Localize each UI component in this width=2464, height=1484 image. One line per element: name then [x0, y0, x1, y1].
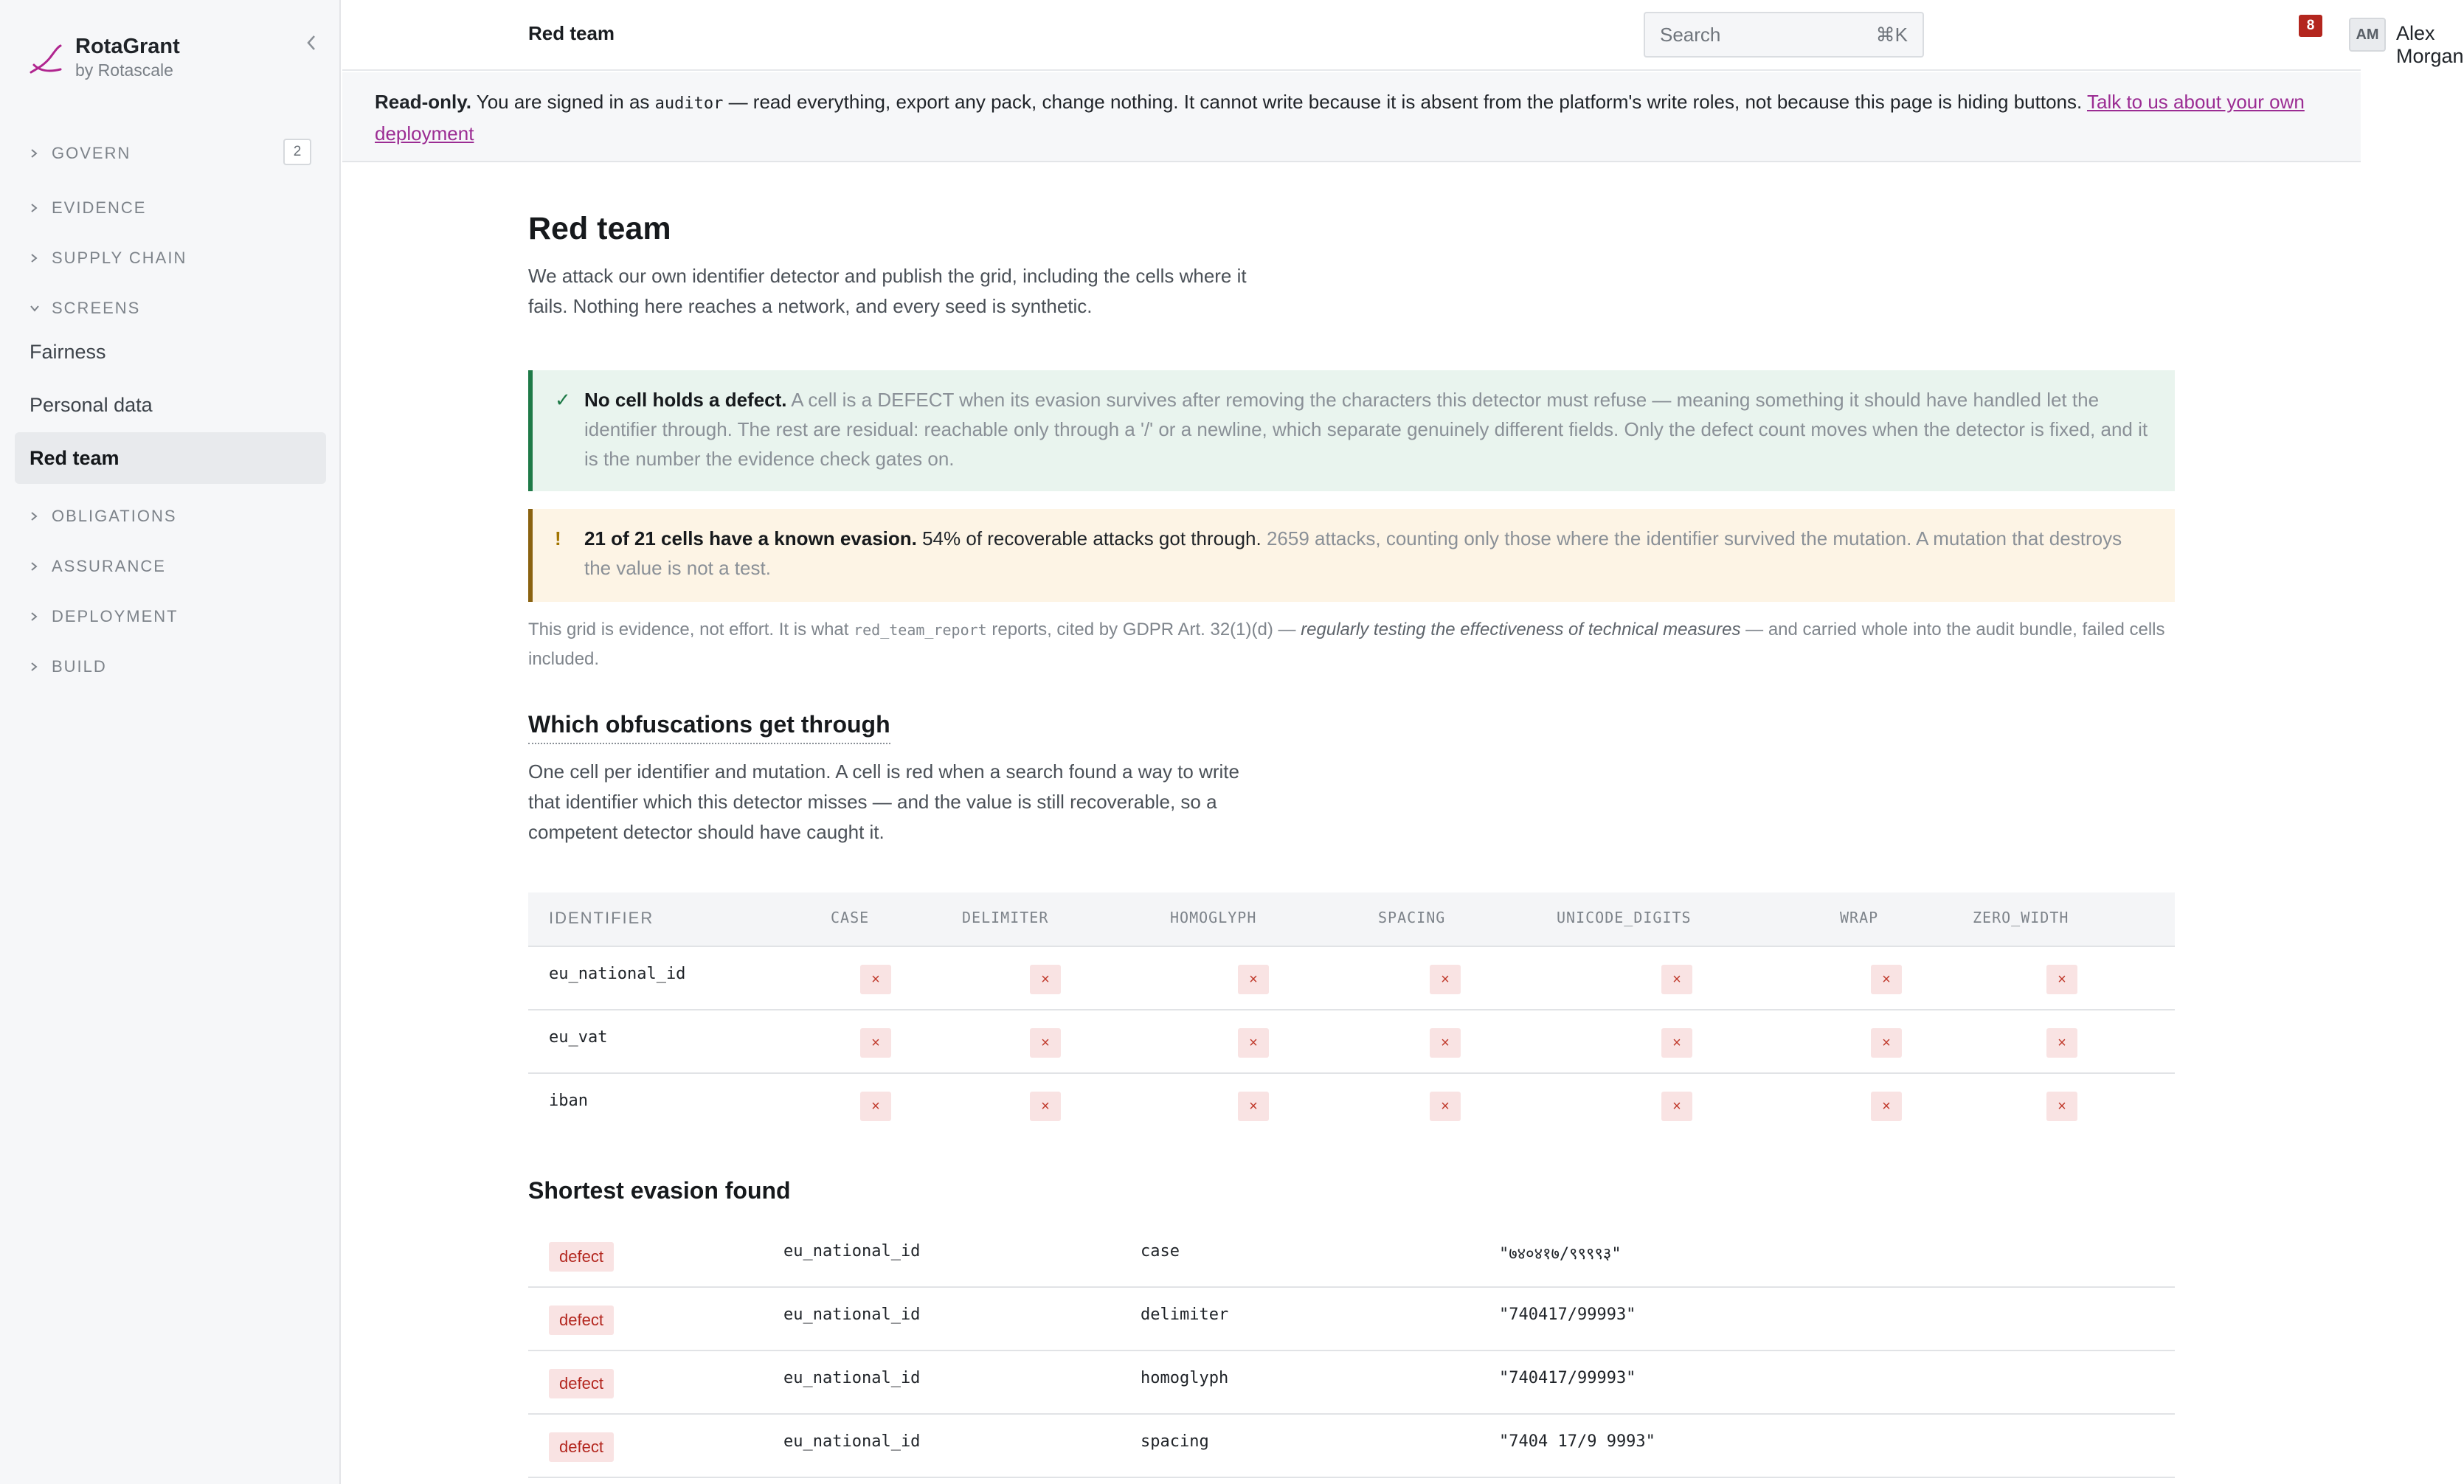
note-text: — and carried whole into the audit bundle, failed cells included. [528, 620, 2165, 669]
chevron-right-icon [30, 203, 43, 213]
status-badge: defect [549, 1432, 614, 1462]
notification-count-badge[interactable]: 8 [2299, 15, 2322, 37]
callout-text: A cell is a DEFECT when its evasion survives after removing the characters this detector must refuse — meaning something it should have handled let the identifier through. The rest are residual: reachable only through a '/' or a newline, which separate genuinely different fields. Only the defect count moves when the detector is fixed, and it is the number the evidence check gates on. [584, 389, 2148, 470]
mutation-name: case [1141, 1242, 1180, 1261]
nav-group-label: SUPPLY CHAIN [52, 249, 187, 267]
evasion-cell[interactable]: × [2046, 965, 2077, 994]
column-header: WRAP [1840, 909, 1879, 926]
note-quote: regularly testing the effectiveness of technical measures [1301, 620, 1741, 639]
nav-group-build[interactable] [30, 652, 311, 682]
evasion-cell[interactable]: × [860, 965, 891, 994]
status-badge: defect [549, 1369, 614, 1398]
evasion-value: "740417/99993" [1499, 1369, 1636, 1387]
column-header: HOMOGLYPH [1170, 909, 1257, 926]
search-input[interactable] [1644, 12, 1924, 58]
banner-text: You are signed in as [471, 91, 655, 113]
identifier-name: eu_national_id [783, 1306, 921, 1324]
chevron-left-icon [305, 34, 317, 52]
check-icon: ✓ [555, 389, 571, 411]
identifier-name: eu_national_id [783, 1432, 921, 1451]
evasion-cell[interactable]: × [1871, 965, 1902, 994]
grid-header-row [528, 892, 2175, 947]
evasion-cell[interactable]: × [1430, 1028, 1461, 1058]
identifier-name: eu_national_id [783, 1242, 921, 1261]
nav-group-govern[interactable] [30, 139, 311, 168]
avatar[interactable]: AM [2349, 18, 2386, 52]
evasion-row [528, 1415, 2175, 1478]
mutation-name: spacing [1141, 1432, 1209, 1451]
topbar [342, 0, 2464, 71]
evasion-cell[interactable]: × [860, 1028, 891, 1058]
status-badge: defect [549, 1306, 614, 1335]
callout-strong: 21 of 21 cells have a known evasion. [584, 527, 917, 549]
nav-group-evidence[interactable] [30, 193, 311, 223]
chevron-right-icon [30, 253, 43, 263]
callout-text: 54% of recoverable attacks got through. [916, 527, 1262, 549]
evasion-warning-callout [528, 509, 2175, 602]
evasion-value: "७४०४१७/९९९९३" [1499, 1245, 1622, 1263]
evasion-cell[interactable]: × [1030, 1028, 1061, 1058]
evasion-cell[interactable]: × [1238, 1092, 1269, 1121]
role-code: auditor [654, 94, 724, 113]
evasion-row [528, 1224, 2175, 1288]
column-header: ZERO_WIDTH [1973, 909, 2069, 926]
evasion-cell[interactable]: × [1871, 1028, 1902, 1058]
evidence-note [528, 615, 2175, 674]
grid-row [528, 1010, 2175, 1074]
evasion-cell[interactable]: × [2046, 1092, 2077, 1121]
evasion-cell[interactable]: × [1430, 965, 1461, 994]
brand-name: RotaGrant [75, 35, 180, 58]
evasion-cell[interactable]: × [1030, 1092, 1061, 1121]
evasion-cell[interactable]: × [1871, 1092, 1902, 1121]
rotagrant-logo-icon [28, 43, 65, 77]
nav-group-label: EVIDENCE [52, 198, 147, 217]
banner-strong: Read-only. [375, 91, 471, 113]
sidebar-item-personal-data[interactable]: Personal data [30, 393, 153, 416]
brand-subtitle: by Rotascale [75, 60, 173, 80]
evasion-heading: Shortest evasion found [528, 1177, 791, 1204]
contact-deployment-link[interactable]: Talk to us about your own deployment [375, 91, 2305, 145]
page-lead: We attack our own identifier detector and publish the grid, including the cells where it fails. Nothing here reaches a network, and every seed is synthetic. [528, 265, 1247, 317]
nav-group-label: ASSURANCE [52, 557, 166, 575]
nav-group-label: GOVERN [52, 144, 131, 162]
chevron-right-icon [30, 561, 43, 572]
identifier-name: eu_national_id [549, 965, 686, 983]
column-header: CASE [831, 909, 870, 926]
evasion-cell[interactable]: × [2046, 1028, 2077, 1058]
evasion-cell[interactable]: × [1238, 1028, 1269, 1058]
evasion-row [528, 1288, 2175, 1351]
search-placeholder: Search [1660, 23, 1721, 46]
nav-group-label: SCREENS [52, 299, 141, 317]
chevron-right-icon [30, 611, 43, 622]
evasion-cell[interactable]: × [1030, 965, 1061, 994]
callout-strong: No cell holds a defect. [584, 389, 787, 411]
nav-group-deployment[interactable] [30, 602, 311, 631]
evasion-list [528, 1224, 2175, 1478]
evasion-cell[interactable]: × [1661, 1092, 1692, 1121]
nav-count-badge: 2 [283, 139, 311, 165]
evasion-row [528, 1351, 2175, 1415]
page-title: Red team [528, 211, 671, 246]
evasion-cell[interactable]: × [1661, 965, 1692, 994]
nav-group-label: DEPLOYMENT [52, 607, 179, 625]
chevron-right-icon [30, 662, 43, 672]
evasion-value: "740417/99993" [1499, 1306, 1636, 1324]
brand[interactable] [28, 34, 180, 81]
nav-group-label: OBLIGATIONS [52, 507, 177, 525]
banner-text: — read everything, export any pack, change nothing. It cannot write because it is absent from the platform's write roles, not because this page is hiding buttons. [723, 91, 2087, 113]
column-header: DELIMITER [962, 909, 1049, 926]
keyboard-shortcut-hint: ⌘K [1875, 23, 1908, 46]
sidebar [0, 0, 341, 1484]
nav-group-obligations[interactable] [30, 502, 311, 531]
nav-group-supply-chain[interactable] [30, 243, 311, 273]
mutation-name: homoglyph [1141, 1369, 1229, 1387]
identifier-name: eu_vat [549, 1028, 608, 1047]
read-only-banner [342, 72, 2361, 162]
user-name[interactable]: Alex Morgan [2396, 22, 2464, 67]
obfuscation-grid [528, 892, 2175, 1137]
page-breadcrumb-title: Red team [528, 22, 615, 44]
nav-group-label: BUILD [52, 657, 107, 676]
chevron-down-icon [30, 304, 43, 313]
collapse-sidebar-button[interactable] [297, 28, 326, 58]
chevron-right-icon [30, 148, 43, 159]
report-code: red_team_report [854, 621, 987, 639]
identifier-name: iban [549, 1092, 588, 1110]
identifier-name: eu_national_id [783, 1369, 921, 1387]
grid-row [528, 1074, 2175, 1137]
column-header-identifier: IDENTIFIER [549, 909, 654, 927]
evasion-cell[interactable]: × [1238, 965, 1269, 994]
evasion-cell[interactable]: × [860, 1092, 891, 1121]
chevron-right-icon [30, 511, 43, 521]
status-badge: defect [549, 1242, 614, 1272]
grid-description: One cell per identifier and mutation. A cell is red when a search found a way to write that identifier which this detector misses — and the value is still recoverable, so a competent detector should have caught it. [528, 760, 1239, 843]
nav-group-screens[interactable] [30, 294, 311, 323]
mutation-name: delimiter [1141, 1306, 1229, 1324]
grid-heading: Which obfuscations get through [528, 711, 890, 744]
warning-icon: ! [555, 527, 561, 549]
note-text: This grid is evidence, not effort. It is what [528, 620, 854, 639]
nav-group-assurance[interactable] [30, 552, 311, 581]
no-defect-callout [528, 370, 2175, 491]
evasion-value: "7404 17/9 9993" [1499, 1432, 1655, 1451]
callout-text: 2659 attacks, counting only those where the identifier survived the mutation. A mutation that destroys the value is not a test. [584, 527, 2122, 579]
note-text: reports, cited by GDPR Art. 32(1)(d) — [986, 620, 1301, 639]
sidebar-item-fairness[interactable]: Fairness [30, 340, 106, 363]
evasion-cell[interactable]: × [1661, 1028, 1692, 1058]
grid-row [528, 947, 2175, 1010]
evasion-cell[interactable]: × [1430, 1092, 1461, 1121]
column-header: SPACING [1378, 909, 1446, 926]
column-header: UNICODE_DIGITS [1557, 909, 1692, 926]
sidebar-item-red-team[interactable]: Red team [15, 432, 326, 484]
